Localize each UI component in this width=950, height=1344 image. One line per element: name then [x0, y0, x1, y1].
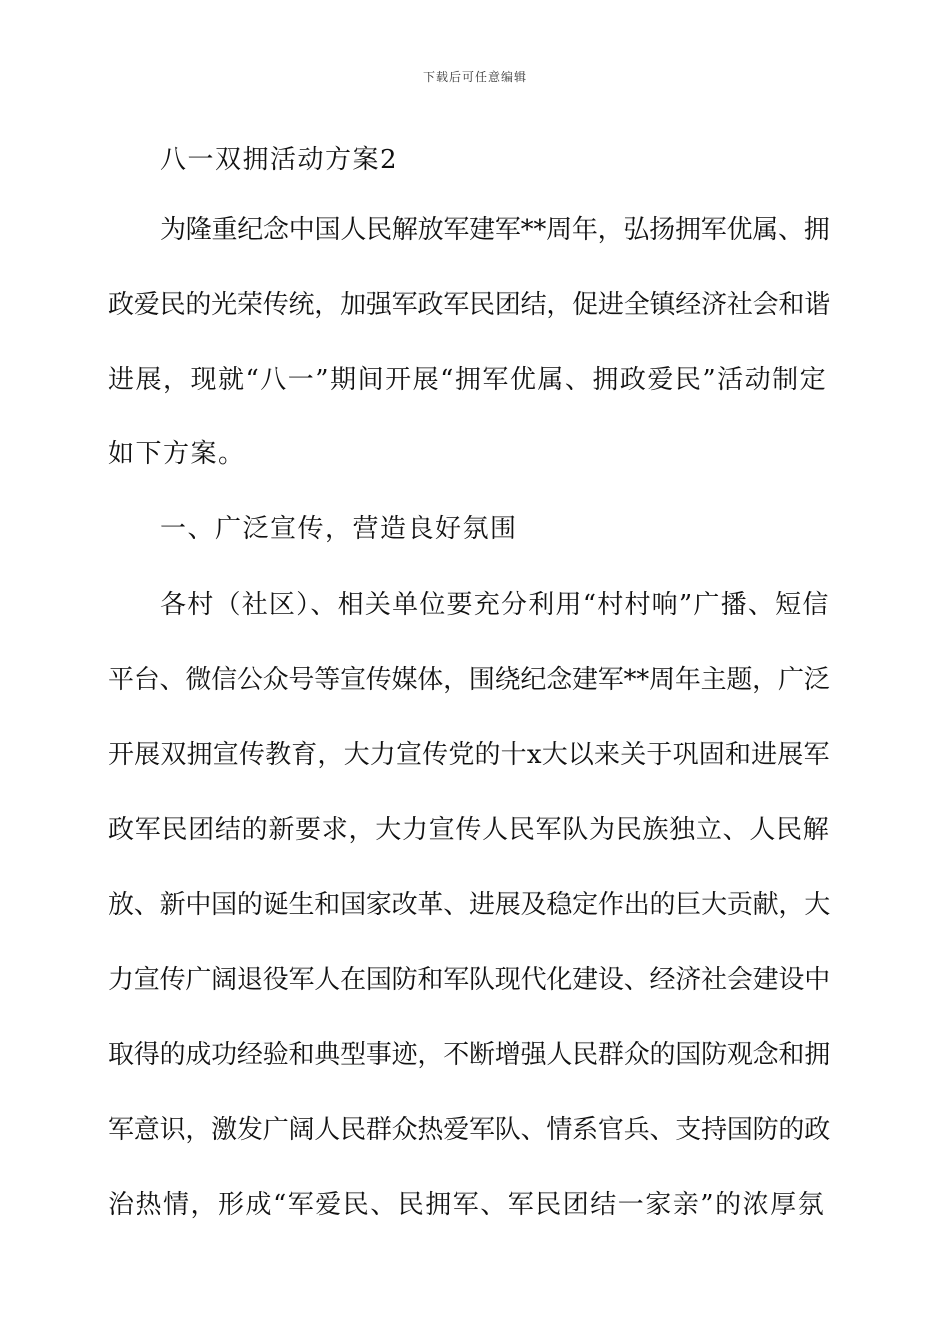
paragraph-line: 进展，现就“八一”期间开展“拥军优属、拥政爱民”活动制定: [108, 365, 828, 395]
paragraph-line: 各村（社区）、相关单位要充分利用“村村响”广播、短信: [160, 590, 830, 620]
section-heading: 一、广泛宣传，营造良好氛围: [160, 514, 518, 544]
paragraph-line: 为隆重纪念中国人民解放军建军**周年，弘扬拥军优属、拥: [160, 215, 830, 245]
paragraph-line: 政爱民的光荣传统，加强军政军民团结，促进全镇经济社会和谐: [108, 290, 831, 320]
paragraph-line: 治热情，形成“军爱民、民拥军、军民团结一家亲”的浓厚氛: [108, 1190, 826, 1220]
paragraph-line: 军意识，激发广阔人民群众热爱军队、情系官兵、支持国防的政: [108, 1115, 831, 1145]
paragraph-line: 取得的成功经验和典型事迹，不断增强人民群众的国防观念和拥: [108, 1040, 831, 1070]
paragraph-line: 开展双拥宣传教育，大力宣传党的十x大以来关于巩固和进展军: [108, 740, 830, 770]
document-title: 八一双拥活动方案2: [160, 145, 399, 175]
paragraph-line: 放、新中国的诞生和国家改革、进展及稳定作出的巨大贡献，大: [108, 890, 831, 920]
page-header-note: 下载后可任意编辑: [422, 70, 527, 84]
paragraph-line: 力宣传广阔退役军人在国防和军队现代化建设、经济社会建设中: [108, 965, 831, 995]
paragraph-line: 政军民团结的新要求，大力宣传人民军队为民族独立、人民解: [108, 815, 830, 845]
paragraph-line: 平台、微信公众号等宣传媒体，围绕纪念建军**周年主题，广泛: [108, 665, 830, 695]
paragraph-line: 如下方案。: [108, 439, 246, 469]
